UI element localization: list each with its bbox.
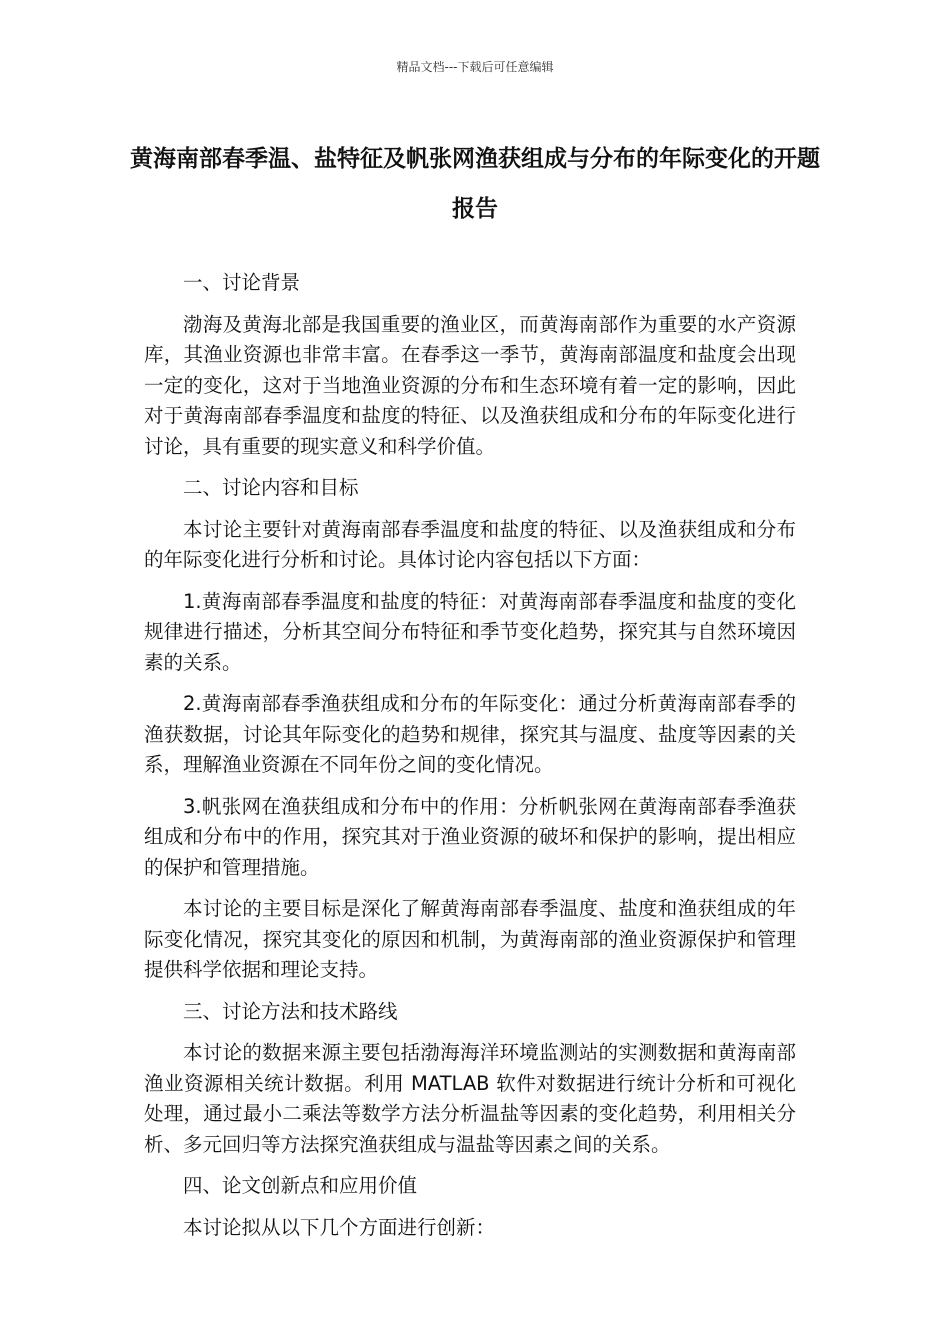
- paragraph-main-goal: 本讨论的主要目标是深化了解黄海南部春季温度、盐度和渔获组成的年际变化情况，探究其变化的原因和机制，为黄海南部的渔业资源保护和管理提供科学依据和理论支持。: [144, 897, 796, 981]
- document-body: [144, 268, 796, 1254]
- paragraph-innovation-intro: 本讨论拟从以下几个方面进行创新：: [183, 1215, 496, 1239]
- page-header-note: 精品文档---下载后可任意编辑: [396, 60, 554, 74]
- section-heading-methods: 三、讨论方法和技术路线: [183, 999, 398, 1023]
- section-heading-background: 一、讨论背景: [183, 271, 301, 294]
- paragraph-methods: 本讨论的数据来源主要包括渤海海洋环境监测站的实测数据和黄海南部渔业资源相关统计数据。利用 MATLAB 软件对数据进行统计分析和可视化处理，通过最小二乘法等数学方法分析温盐等因素的变化趋势，利用相关分析、多元回归等方法探究渔获组成与温盐等因素之间的关系。: [144, 1041, 796, 1156]
- list-item-catch-composition: 2.黄海南部春季渔获组成和分布的年际变化：通过分析黄海南部春季的渔获数据，讨论其年际变化的趋势和规律，探究其与温度、盐度等因素的关系，理解渔业资源在不同年份之间的变化情况。: [144, 692, 796, 776]
- section-heading-innovation: 四、论文创新点和应用价值: [183, 1174, 418, 1197]
- section-heading-content-goals: 二、讨论内容和目标: [183, 476, 359, 499]
- paragraph-content-intro: 本讨论主要针对黄海南部春季温度和盐度的特征、以及渔获组成和分布的年际变化进行分析和讨论。具体讨论内容包括以下方面：: [144, 517, 796, 571]
- list-item-temperature-salinity: 1.黄海南部春季温度和盐度的特征：对黄海南部春季温度和盐度的变化规律进行描述，分析其空间分布特征和季节变化趋势，探究其与自然环境因素的关系。: [144, 589, 796, 674]
- document-title: 黄海南部春季温、盐特征及帆张网渔获组成与分布的年际变化的开题报告: [130, 146, 820, 222]
- paragraph-background: 渤海及黄海北部是我国重要的渔业区，而黄海南部作为重要的水产资源库，其渔业资源也非常丰富。在春季这一季节，黄海南部温度和盐度会出现一定的变化，这对于当地渔业资源的分布和生态环境有着一定的影响，因此对于黄海南部春季温度和盐度的特征、以及渔获组成和分布的年际变化进行讨论，具有重要的现实意义和科学价值。: [144, 312, 796, 458]
- list-item-stow-net-role: 3.帆张网在渔获组成和分布中的作用：分析帆张网在黄海南部春季渔获组成和分布中的作用，探究其对于渔业资源的破坏和保护的影响，提出相应的保护和管理措施。: [144, 794, 796, 879]
